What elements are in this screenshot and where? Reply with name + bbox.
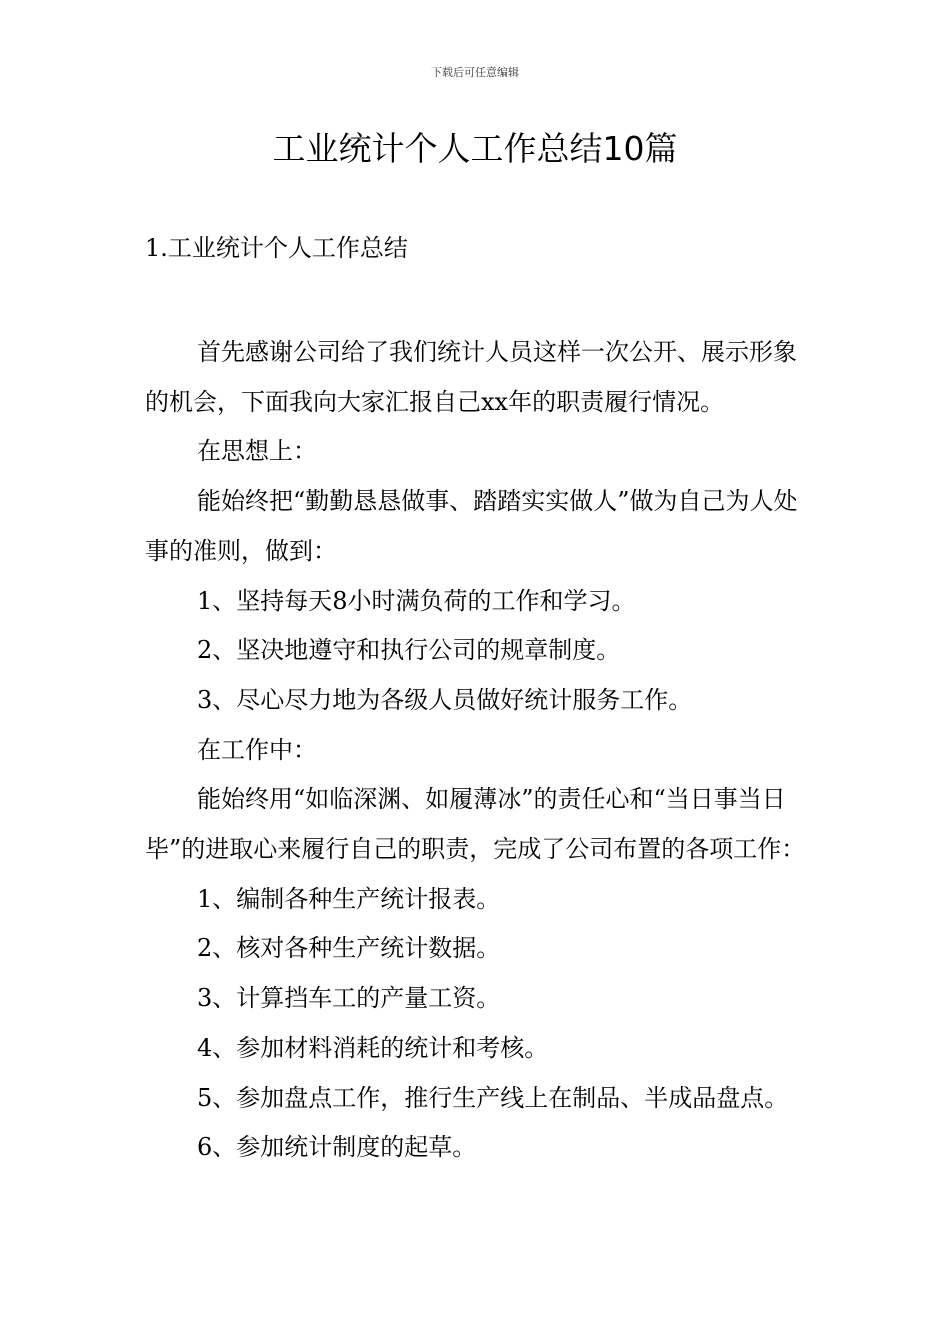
list-item: 2、核对各种生产统计数据。 (197, 934, 501, 963)
list-item: 6、参加统计制度的起草。 (197, 1133, 477, 1162)
paragraph: 在思想上： (197, 437, 317, 466)
paragraph: 能始终把“勤勤恳恳做事、踏踏实实做人”做为自己为人处事的准则，做到： (145, 487, 798, 565)
section-heading: 1.工业统计个人工作总结 (145, 234, 408, 262)
paragraph: 能始终用“如临深渊、如履薄冰”的责任心和“当日事当日毕”的进取心来履行自己的职责，完成了公司布置的各项工作： (145, 785, 806, 864)
list-item: 1、编制各种生产统计报表。 (197, 884, 501, 913)
document-title: 工业统计个人工作总结10篇 (272, 129, 678, 168)
list-item: 4、参加材料消耗的统计和考核。 (197, 1033, 549, 1062)
paragraph: 在工作中： (197, 735, 317, 764)
list-item: 1、坚持每天8小时满负荷的工作和学习。 (197, 586, 636, 615)
list-item: 5、参加盘点工作，推行生产线上在制品、半成品盘点。 (197, 1083, 789, 1112)
list-item: 3、计算挡车工的产量工资。 (197, 984, 501, 1013)
header-note: 下载后可任意编辑 (431, 66, 519, 79)
list-item: 3、尽心尽力地为各级人员做好统计服务工作。 (197, 685, 693, 714)
body-text (145, 328, 813, 1173)
paragraph: 首先感谢公司给了我们统计人员这样一次公开、展示形象的机会，下面我向大家汇报自己xx年的职责履行情况。 (145, 338, 797, 416)
list-item: 2、坚决地遵守和执行公司的规章制度。 (197, 636, 621, 665)
